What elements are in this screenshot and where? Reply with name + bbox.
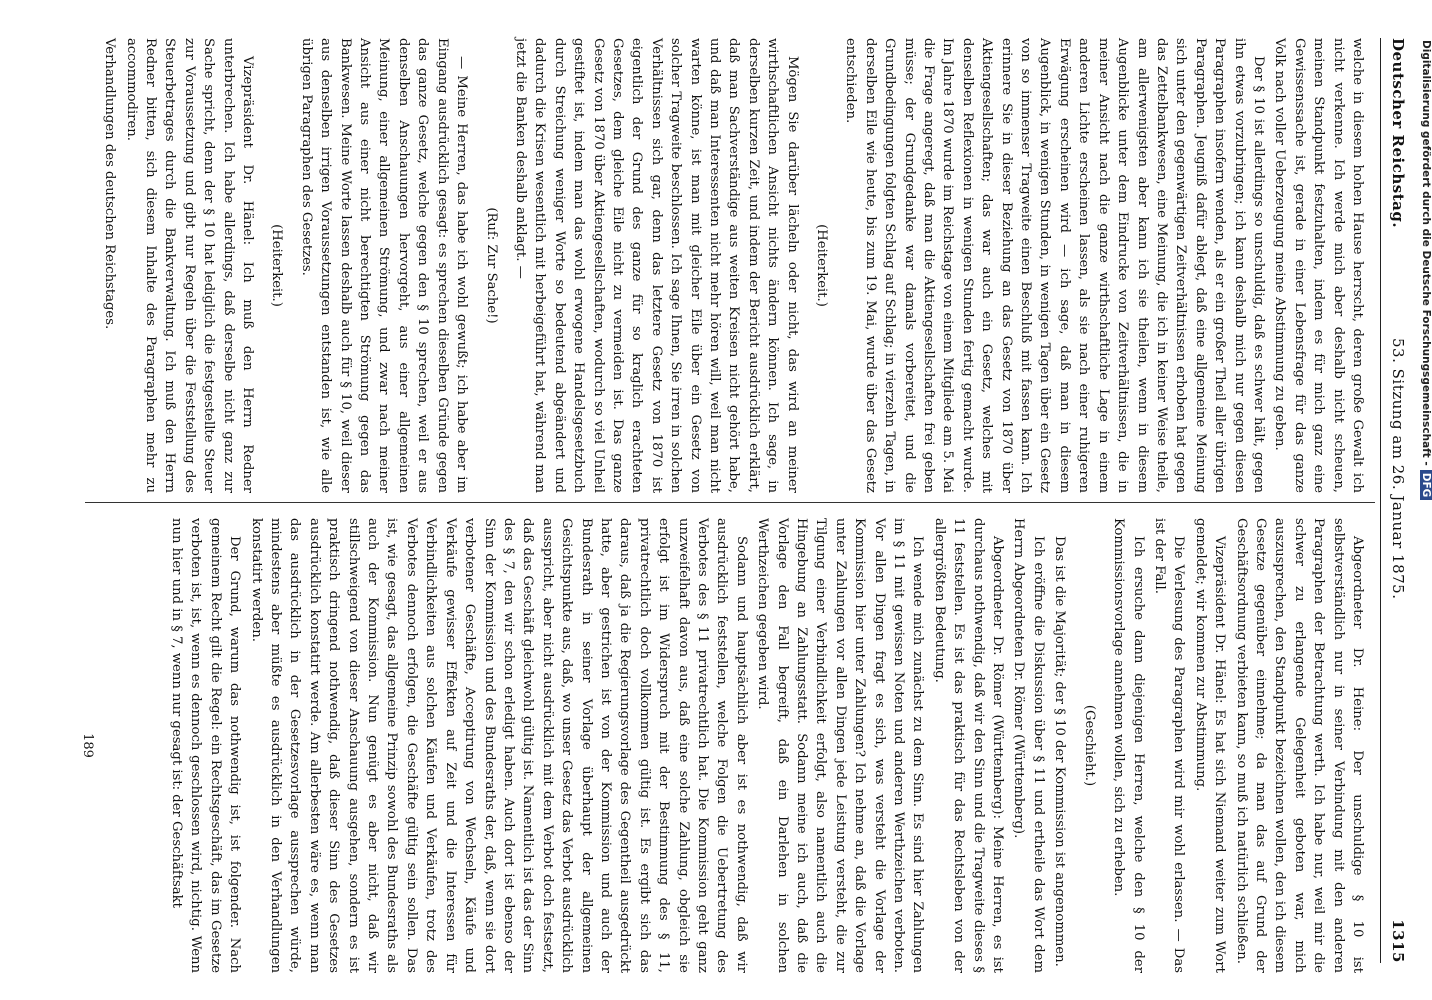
rotated-document <box>25 8 1415 993</box>
paragraph: — Meine Herren, das habe ich wohl gewußt; ich habe aber im Eingang ausdrücklich gesagt: es sprechen dieselben Gründe gegen das ganze Gesetz, welche gegen den § 10 sprechen, weil er aus denselben Anschauungen hervorgeht, aus einer allgemeinen Meinung, einer allgemeinen Strömung, und zwar nach meiner Ansicht aus einer nicht berechtigten Strömung gegen das Bankwesen. Meine Worte lassen deshalb auch für § 10, weil dieser aus denselben irrigen Voraussetzungen entstanden ist, wie alle übrigen Paragraphen des Gesetzes. <box>298 38 470 493</box>
paragraph: Verhandlungen des deutschen Reichstages. <box>102 38 118 330</box>
digitization-notice-text: Digitalisierung gefördert durch die Deutsche Forschungsgemeinschaft - <box>1420 40 1432 466</box>
paragraph: welche in diesem hohen Hause herrscht, deren große Gewalt ich nicht verkenne. Ich werde mich aber deshalb nicht scheuen, meinen Standpunkt festzuhalten, indem es für mich ganz eine Gewissenssache ist, gerade in einer Lebensfrage für das ganze Volk nach voller Ueberzeugung meine Abstimmung zu geben. <box>1272 38 1365 493</box>
paragraph: Ich ersuche dann diejenigen Herren, welche den § 10 der Kommissionsvorlage annehmen wollen, sich zu erheben. <box>1111 518 1146 973</box>
column-divider <box>85 502 1375 503</box>
paragraph: Das ist die Majorität; der § 10 der Kommission ist angenommen. <box>1052 536 1068 967</box>
stage-direction: (Ruf: Zur Sache!) <box>483 207 499 324</box>
paragraph: Abgeordneter Dr. Heine: Der unschuldige § 10 ist selbstverständlich nur in seiner Verbindung mit den anderen Paragraphen der Betrachtung werth. Ich habe nur, weil mir die schwer zu erlangende Gelegenheit geboten war, mich auszusprechen, den Standpunkt bezeichnen wollen, den ich diesem Gesetze gegenüber einnehme; da man das auf Grund der Geschäftsordnung verbieten kann, so muß ich natürlich schließen. <box>1233 518 1365 973</box>
digitization-notice <box>1420 40 1432 500</box>
stage-direction: (Heiterkeit.) <box>269 224 285 307</box>
paragraph: Der Grund, warum das nothwendig ist, ist folgender. Nach gemeinem Recht gilt die Regel: ein Rechtsgeschäft, das im Gesetze verboten ist, ist, wenn es dennoch geschlossen wird, nichtig. Wenn nun hier und in § 7, wenn nur gesagt ist: der Geschäftsakt <box>169 518 243 973</box>
paragraph: Vizepräsident Dr. Hänel: Ich muß den Herrn Redner unterbrechen. Ich habe allerdings, daß derselbe nicht ganz zur Sache spricht, denn der § 10 hat lediglich die festgestellte Steuer zur Voraussetzung und gibt nur Regeln über die Feststellung des Steuerbetrages durch die Bankverwaltung. Ich muß den Herrn Redner bitten, sich diesem Inhalte des Paragraphen mehr zu accommodiren. <box>123 38 256 493</box>
page-number: 1315 <box>1389 919 1407 963</box>
paragraph: Ich eröffne die Diskussion über § 11 und ertheile das Wort dem Herrn Abgeordneten Dr. Römer (Württemberg). <box>1011 518 1046 973</box>
paragraph: Abgeordneter Dr. Römer (Württemberg): Meine Herren, es ist durchaus nothwendig, daß wir den Sinn und die Tragweite dieses § 11 feststellen. Es ist das praktisch für das Rechtsleben von der allergrößten Bedeutung. <box>931 518 1006 973</box>
running-head-title: Deutscher Reichstag. <box>1389 38 1407 229</box>
right-column <box>165 518 1367 973</box>
running-head-session: 53. Sitzung am 26. Januar 1875. <box>1389 338 1407 600</box>
paragraph: Mögen Sie darüber lächeln oder nicht, das wird an meiner wirthschaftlichen Ansicht nichts ändern können. Ich sage, in derselben kurzen Zeit, und indem der Bericht ausdrücklich erklärt, daß man Sachverständige aus weiten Kreisen nicht gehört habe, und daß man Interessenten nicht mehr hören will, weil man nicht warten könne, ist man mit gleicher Eile über ein Gesetz von solcher Tragweite beschlossen. Ich sage Ihnen, Sie irren in solchen Verhältnissen sich gar, denn das letztere Gesetz von 1870 ist eigentlich der Grund des ganze für so kraglich erachteten Gesetzes, dem gleiche Eile nicht zu vermeiden ist. Das ganze Gesetz von 1870 über Aktiengesellschaften, wodurch so viel Unheil gestiftet ist, indem man das wohl erwogene Handelsgesetzbuch durch Streichung weniger Worte so bedeutend abgeändert und dadurch die Krisen wesentlich mit herbeigeführt hat, während man jetzt die Banken deshalb anklagt. — <box>512 38 800 493</box>
left-column <box>98 38 1367 493</box>
paragraph: Die Verlesung des Paragraphen wird mir wohl erlassen. — Das ist der Fall. <box>1151 518 1187 973</box>
stage-direction: (Geschieht.) <box>1081 704 1097 787</box>
page-signature: 189 <box>80 733 95 758</box>
paragraph: Der § 10 ist allerdings so unschuldig, daß es schwer hält, gegen ihn etwas vorzubringen; ich kann deshalb mich nur gegen diesen Paragraphen insofern wenden, als er ein großer Theil aller übrigen Paragraphen. Jeugniß dafür ablegt, daß eine allgemeine Meinung sich unter den gegenwärtigen Zeitverhältnissen erhoben hat gegen das Zettelbankwesen, eine Meinung, die ich in keiner Weise theile, am allerwenigsten aber kann ich sie theilen, wenn in diesem Augenblicke unter dem Eindrucke von Zeitverhältnissen, die in meiner Ansicht nach die ganze wirthschaftliche Lage in einem anderen Lichte erscheinen lassen, als sie nach einer ruhigeren Erwägung erscheinen wird — ich sage, daß man in diesem Augenblick, in wenigen Stunden, in wenigen Tagen über ein Gesetz von so immenser Tragweite einen Beschluß mit fassen kann. Ich erinnere Sie in dieser Beziehung an das Gesetz von 1870 über Aktiengesellschaften; das war auch ein Gesetz, welches mit denselben Reflexionen in wenigen Stunden fertig gemacht wurde. Im Jahre 1870 wurde im Reichstage von einem Mitgliede am 5. Mai die Frage angeregt, daß man die Aktiengesellschaften frei geben müsse; der Grundgedanke war damals vorbereitet, und die Grundbedingungen folgten Schlag auf Schlag; in vierzehn Tagen, in derselben Eile wie heute, bis zum 19. Mai, wurde über das Gesetz entschieden. <box>843 38 1266 493</box>
stage-direction: (Heiterkeit.) <box>814 224 830 307</box>
paragraph: Sodann und hauptsächlich aber ist es nothwendig, daß wir ausdrücklich feststellen, welche Folgen die Uebertretung des Verbotes des § 11 privatrechtlich hat. Die Kommission geht ganz unzweifelhaft davon aus, daß eine solche Zahlung, obgleich sie erfolgt ist im Widerspruch mit der Bestimmung des § 11, privatrechtlich doch vollkommen gültig ist. Es ergibt sich das daraus, daß ja die Regierungsvorlage des Gegentheil ausgedrückt hatte, aber gestrichen ist von der Kommission und auch der Bundesrath in seiner Vorlage überhaupt der allgemeinen Gesichtspunkte aus, daß, wo unser Gesetz das Verbot ausdrücklich ausspricht, aber nicht ausdrücklich mit dem Verbot doch festsetzt, daß das Geschäft gleichwohl gültig ist. Namentlich ist das der Sinn des § 7, den wir schon erledigt haben. Auch dort ist ebenso der Sinn der Kommission und des Bundesraths der, daß, wenn sie dort verbotener Geschäfte, Acceptirung von Wechseln, Käufe und Verkäufe gewisser Effekten auf Zeit und die Interessen für Verbindlichkeiten aus solchen Käufen und Verkäufen, trotz des Verbotes dennoch erfolgen, die Geschäfte gültig sein sollen. Das ist, wie gesagt, das allgemeine Prinzip sowohl des Bundesraths als auch der Kommission. Nun genügt es aber nicht, daß wir stillschweigend von dieser Anschauung ausgehen, sondern es ist praktisch dringend nothwendig, daß dieser Sinn des Gesetzes ausdrücklich konstatirt werde. Am allerbesten wäre es, wenn man das ausdrücklich in der Gesetzesvorlage aussprechen würde, mindestens aber müßte es ausdrücklich in den Verhandlungen konstatirt werden. <box>248 518 749 973</box>
running-head <box>1380 38 1415 963</box>
paragraph: Ich wende mich zunächst zu dem Sinn. Es sind hier Zahlungen im § 11 mit gewissen Noten und anderen Werthzeichen verboten. Vor allen Dingen fragt es sich, was versteht die Vorlage der Kommission hier unter Zahlungen? Ich nehme an, daß die Vorlage unter Zahlungen vor allen Dingen jede Leistung versteht, die zur Tilgung einer Verbindlichkeit erfolgt, also namentlich auch die Hingebung an Zahlungsstatt. Sodann meine ich auch, daß die Vorlage den Fall begreift, daß ein Darlehen in solchen Werthzeichen gegeben wird. <box>755 518 926 973</box>
dfg-logo: DFG <box>1420 470 1432 501</box>
paragraph: Vizepräsident Dr. Hänel: Es hat sich Niemand weiter zum Wort gemeldet; wir kommen zur Abstimmung. <box>1192 518 1228 973</box>
